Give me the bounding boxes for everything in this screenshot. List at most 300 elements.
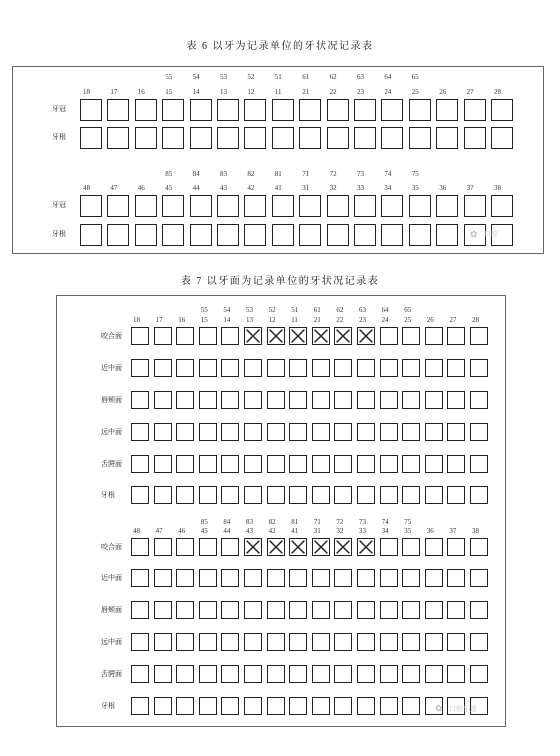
- tooth-record-box: [162, 99, 184, 121]
- permanent-tooth-number: 22: [336, 316, 344, 324]
- row-label: 唇颊面: [101, 396, 122, 404]
- tooth-record-box: [154, 359, 172, 377]
- primary-tooth-number: 73: [359, 518, 366, 526]
- tooth-record-box: [221, 455, 239, 473]
- primary-tooth-number: 51: [291, 306, 299, 314]
- tooth-record-box: [354, 224, 376, 246]
- tooth-record-box: [154, 633, 172, 651]
- tooth-record-box: [221, 633, 239, 651]
- tooth-record-box: [272, 224, 294, 246]
- tooth-record-box: [299, 99, 321, 121]
- tooth-record-box: [154, 455, 172, 473]
- primary-tooth-number: 53: [220, 73, 227, 81]
- primary-tooth-number: 55: [200, 306, 208, 314]
- primary-tooth-number: 81: [274, 170, 282, 178]
- permanent-tooth-number: 36: [426, 527, 434, 535]
- tooth-record-box: [380, 327, 398, 345]
- primary-tooth-number: 63: [357, 73, 364, 81]
- tooth-record-box: [409, 99, 431, 121]
- tooth-record-box: [199, 359, 217, 377]
- tooth-record-box: [267, 697, 285, 715]
- tooth-record-box: [176, 359, 194, 377]
- tooth-record-box: [176, 391, 194, 409]
- tooth-record-box: [436, 127, 458, 149]
- primary-tooth-number: 81: [291, 518, 299, 526]
- primary-tooth-number: 61: [313, 306, 321, 314]
- permanent-tooth-number: 13: [220, 88, 227, 96]
- tooth-record-box: [221, 423, 239, 441]
- tooth-record-box: [357, 423, 375, 441]
- tooth-record-box: [447, 633, 465, 651]
- tooth-record-box: [176, 538, 194, 556]
- tooth-record-box-crossed: [334, 327, 352, 345]
- tooth-record-box: [312, 391, 330, 409]
- primary-tooth-number: 63: [359, 306, 366, 314]
- permanent-tooth-number: 12: [268, 316, 276, 324]
- tooth-record-box-crossed: [312, 538, 330, 556]
- primary-tooth-number: 64: [381, 306, 389, 314]
- tooth-record-box: [154, 697, 172, 715]
- tooth-record-box: [436, 99, 458, 121]
- tooth-record-box: [244, 391, 262, 409]
- permanent-tooth-number: 26: [426, 316, 434, 324]
- tooth-record-box: [244, 665, 262, 683]
- tooth-record-box-crossed: [312, 327, 330, 345]
- tooth-record-box: [491, 127, 513, 149]
- table7-title: 表 7 以牙面为记录单位的牙状况记录表: [180, 276, 380, 287]
- tooth-record-box: [154, 327, 172, 345]
- tooth-record-box: [334, 633, 352, 651]
- tooth-record-box: [244, 486, 262, 504]
- permanent-tooth-number: 17: [110, 88, 118, 96]
- tooth-record-box: [267, 633, 285, 651]
- permanent-tooth-number: 12: [247, 88, 255, 96]
- permanent-tooth-number: 33: [359, 527, 366, 535]
- tooth-record-box-crossed: [267, 327, 285, 345]
- tooth-record-box: [491, 195, 513, 217]
- tooth-record-box: [491, 99, 513, 121]
- tooth-record-box: [107, 127, 129, 149]
- permanent-tooth-number: 34: [384, 184, 392, 192]
- tooth-record-box: [381, 224, 403, 246]
- tooth-record-box: [131, 633, 149, 651]
- tooth-record-box: [289, 423, 307, 441]
- tooth-record-box: [217, 224, 239, 246]
- permanent-tooth-number: 17: [155, 316, 163, 324]
- tooth-record-box: [447, 359, 465, 377]
- primary-tooth-number: 72: [336, 518, 344, 526]
- tooth-record-box: [244, 195, 266, 217]
- tooth-record-box: [131, 391, 149, 409]
- tooth-record-box: [425, 486, 443, 504]
- tooth-record-box: [334, 359, 352, 377]
- tooth-record-box: [176, 697, 194, 715]
- tooth-record-box: [289, 665, 307, 683]
- tooth-record-box: [221, 665, 239, 683]
- permanent-tooth-number: 22: [329, 88, 337, 96]
- tooth-record-box: [470, 569, 488, 587]
- tooth-record-box: [154, 569, 172, 587]
- tooth-record-box: [267, 665, 285, 683]
- tooth-record-box: [289, 601, 307, 619]
- permanent-tooth-number: 27: [466, 88, 474, 96]
- permanent-tooth-number: 21: [313, 316, 321, 324]
- tooth-record-box: [354, 195, 376, 217]
- tooth-record-box: [327, 224, 349, 246]
- tooth-record-box: [199, 423, 217, 441]
- tooth-record-box: [334, 486, 352, 504]
- tooth-record-box: [380, 455, 398, 473]
- permanent-tooth-number: 43: [220, 184, 227, 192]
- tooth-record-box: [289, 359, 307, 377]
- tooth-record-box: [131, 538, 149, 556]
- primary-tooth-number: 72: [329, 170, 337, 178]
- permanent-tooth-number: 18: [133, 316, 140, 324]
- tooth-record-box: [425, 569, 443, 587]
- tooth-record-box: [447, 423, 465, 441]
- tooth-record-box: [470, 601, 488, 619]
- tooth-record-box: [425, 359, 443, 377]
- tooth-record-box: [289, 569, 307, 587]
- tooth-record-box: [425, 455, 443, 473]
- permanent-tooth-number: 14: [192, 88, 200, 96]
- row-label: 咬合面: [101, 332, 122, 340]
- tooth-record-box: [334, 601, 352, 619]
- row-label: 牙冠: [52, 201, 66, 209]
- tooth-record-box: [267, 359, 285, 377]
- tooth-record-box: [244, 569, 262, 587]
- tooth-record-box: [402, 538, 420, 556]
- permanent-tooth-number: 48: [83, 184, 90, 192]
- permanent-tooth-number: 21: [302, 88, 310, 96]
- tooth-record-box: [217, 195, 239, 217]
- tooth-record-box: [357, 455, 375, 473]
- primary-tooth-number: 83: [246, 518, 253, 526]
- permanent-tooth-number: 28: [494, 88, 501, 96]
- permanent-tooth-number: 11: [274, 88, 282, 96]
- tooth-record-box: [221, 391, 239, 409]
- permanent-tooth-number: 41: [291, 527, 299, 535]
- tooth-record-box: [131, 486, 149, 504]
- tooth-record-box: [162, 224, 184, 246]
- tooth-record-box: [409, 195, 431, 217]
- tooth-record-box: [244, 224, 266, 246]
- tooth-record-box-crossed: [267, 538, 285, 556]
- permanent-tooth-number: 38: [494, 184, 501, 192]
- primary-tooth-number: 54: [192, 73, 200, 81]
- tooth-record-box: [289, 486, 307, 504]
- tooth-record-box: [244, 601, 262, 619]
- tooth-record-box: [107, 99, 129, 121]
- tooth-record-box: [402, 697, 420, 715]
- tooth-record-box: [221, 601, 239, 619]
- tooth-record-box: [436, 195, 458, 217]
- tooth-record-box: [380, 486, 398, 504]
- tooth-record-box: [470, 455, 488, 473]
- tooth-record-box: [334, 455, 352, 473]
- permanent-tooth-number: 46: [137, 184, 145, 192]
- tooth-record-box: [402, 569, 420, 587]
- permanent-tooth-number: 44: [223, 527, 231, 535]
- tooth-record-box: [357, 359, 375, 377]
- permanent-tooth-number: 27: [449, 316, 457, 324]
- primary-tooth-number: 65: [404, 306, 412, 314]
- tooth-record-box: [425, 665, 443, 683]
- tooth-record-box: [409, 224, 431, 246]
- permanent-tooth-number: 25: [404, 316, 412, 324]
- tooth-record-box: [357, 697, 375, 715]
- tooth-record-box: [80, 195, 102, 217]
- tooth-record-box: [425, 601, 443, 619]
- tooth-record-box: [107, 224, 129, 246]
- tooth-record-box: [380, 359, 398, 377]
- permanent-tooth-number: 37: [449, 527, 457, 535]
- primary-tooth-number: 52: [247, 73, 255, 81]
- tooth-record-box: [135, 195, 157, 217]
- primary-tooth-number: 55: [165, 73, 173, 81]
- tooth-record-box: [221, 486, 239, 504]
- tooth-record-box: [409, 127, 431, 149]
- permanent-tooth-number: 24: [384, 88, 392, 96]
- tooth-record-box: [299, 224, 321, 246]
- tooth-record-box: [244, 697, 262, 715]
- permanent-tooth-number: 13: [246, 316, 253, 324]
- permanent-tooth-number: 24: [381, 316, 389, 324]
- tooth-record-box: [299, 127, 321, 149]
- primary-tooth-number: 71: [302, 170, 310, 178]
- tooth-record-box: [176, 327, 194, 345]
- tooth-record-box: [190, 224, 212, 246]
- primary-tooth-number: 54: [223, 306, 231, 314]
- tooth-record-box: [267, 486, 285, 504]
- tooth-record-box: [154, 538, 172, 556]
- permanent-tooth-number: 42: [268, 527, 276, 535]
- tooth-record-box: [436, 224, 458, 246]
- tooth-record-box: [312, 633, 330, 651]
- tooth-record-box: [447, 391, 465, 409]
- tooth-record-box: [380, 538, 398, 556]
- tooth-record-box: [334, 423, 352, 441]
- row-label: 牙根: [101, 491, 115, 499]
- tooth-record-box: [447, 327, 465, 345]
- tooth-record-box: [447, 538, 465, 556]
- permanent-tooth-number: 48: [133, 527, 140, 535]
- tooth-record-box: [381, 99, 403, 121]
- tooth-record-box: [425, 391, 443, 409]
- permanent-tooth-number: 34: [381, 527, 389, 535]
- permanent-tooth-number: 31: [313, 527, 321, 535]
- tooth-record-box: [312, 569, 330, 587]
- tooth-record-box: [312, 697, 330, 715]
- tooth-record-box: [244, 359, 262, 377]
- row-label: 舌腭面: [101, 460, 122, 468]
- permanent-tooth-number: 15: [200, 316, 208, 324]
- tooth-record-box: [221, 327, 239, 345]
- tooth-record-box: [131, 601, 149, 619]
- primary-tooth-number: 85: [165, 170, 173, 178]
- tooth-record-box-crossed: [334, 538, 352, 556]
- tooth-record-box: [131, 327, 149, 345]
- permanent-tooth-number: 41: [274, 184, 282, 192]
- tooth-record-box: [154, 486, 172, 504]
- permanent-tooth-number: 37: [466, 184, 474, 192]
- tooth-record-box: [470, 665, 488, 683]
- tooth-record-box: [402, 391, 420, 409]
- primary-tooth-number: 84: [192, 170, 200, 178]
- permanent-tooth-number: 36: [439, 184, 447, 192]
- permanent-tooth-number: 25: [411, 88, 419, 96]
- tooth-record-box: [131, 697, 149, 715]
- tooth-record-box: [190, 195, 212, 217]
- permanent-tooth-number: 15: [165, 88, 173, 96]
- primary-tooth-number: 73: [357, 170, 364, 178]
- primary-tooth-number: 51: [274, 73, 282, 81]
- row-label: 远中面: [101, 638, 122, 646]
- tooth-record-box: [267, 423, 285, 441]
- row-label: 牙冠: [52, 105, 66, 113]
- tooth-record-box: [380, 601, 398, 619]
- tooth-record-box-crossed: [244, 327, 262, 345]
- tooth-record-box: [272, 127, 294, 149]
- tooth-record-box: [447, 455, 465, 473]
- tooth-record-box: [154, 601, 172, 619]
- tooth-record-box: [244, 633, 262, 651]
- permanent-tooth-number: 35: [411, 184, 419, 192]
- permanent-tooth-number: 32: [329, 184, 337, 192]
- permanent-tooth-number: 35: [404, 527, 412, 535]
- tooth-record-box: [80, 99, 102, 121]
- permanent-tooth-number: 47: [155, 527, 163, 535]
- tooth-record-box: [312, 601, 330, 619]
- permanent-tooth-number: 23: [357, 88, 364, 96]
- tooth-record-box: [267, 601, 285, 619]
- primary-tooth-number: 62: [336, 306, 344, 314]
- tooth-record-box: [176, 455, 194, 473]
- tooth-record-box: [289, 697, 307, 715]
- tooth-record-box: [244, 455, 262, 473]
- tooth-record-box: [80, 224, 102, 246]
- tooth-record-box: [402, 327, 420, 345]
- tooth-record-box: [312, 665, 330, 683]
- tooth-record-box: [199, 327, 217, 345]
- tooth-record-box-crossed: [357, 538, 375, 556]
- tooth-record-box: [402, 359, 420, 377]
- permanent-tooth-number: 43: [246, 527, 253, 535]
- tooth-record-box: [425, 538, 443, 556]
- tooth-record-box-crossed: [357, 327, 375, 345]
- tooth-record-box: [327, 195, 349, 217]
- permanent-tooth-number: 47: [110, 184, 118, 192]
- row-label: 牙根: [101, 702, 115, 710]
- tooth-record-box: [470, 359, 488, 377]
- permanent-tooth-number: 44: [192, 184, 200, 192]
- tooth-record-box: [176, 423, 194, 441]
- primary-tooth-number: 83: [220, 170, 227, 178]
- tooth-record-box: [299, 195, 321, 217]
- tooth-record-box: [402, 423, 420, 441]
- tooth-record-box: [221, 538, 239, 556]
- row-label: 咬合面: [101, 543, 122, 551]
- primary-tooth-number: 74: [381, 518, 389, 526]
- tooth-record-box: [312, 359, 330, 377]
- tooth-record-box: [267, 455, 285, 473]
- tooth-record-box: [380, 391, 398, 409]
- primary-tooth-number: 75: [404, 518, 412, 526]
- tooth-record-box: [470, 391, 488, 409]
- tooth-record-box: [334, 391, 352, 409]
- tooth-record-box: [425, 423, 443, 441]
- primary-tooth-number: 84: [223, 518, 231, 526]
- tooth-record-box: [464, 99, 486, 121]
- permanent-tooth-number: 16: [178, 316, 186, 324]
- tooth-record-box: [312, 423, 330, 441]
- tooth-record-box: [221, 697, 239, 715]
- tooth-record-box: [464, 127, 486, 149]
- tooth-record-box: [380, 633, 398, 651]
- primary-tooth-number: 64: [384, 73, 392, 81]
- tooth-record-box: [199, 455, 217, 473]
- tooth-record-box: [380, 665, 398, 683]
- row-label: 牙根: [52, 133, 66, 141]
- permanent-tooth-number: 26: [439, 88, 447, 96]
- permanent-tooth-number: 28: [472, 316, 479, 324]
- tooth-record-box: [199, 697, 217, 715]
- tooth-record-box: [402, 601, 420, 619]
- tooth-record-box: [267, 569, 285, 587]
- tooth-record-box: [357, 569, 375, 587]
- permanent-tooth-number: 42: [247, 184, 255, 192]
- tooth-record-box: [357, 633, 375, 651]
- tooth-record-box: [154, 391, 172, 409]
- tooth-record-box: [289, 455, 307, 473]
- tooth-record-box: [334, 665, 352, 683]
- primary-tooth-number: 85: [200, 518, 208, 526]
- permanent-tooth-number: 18: [83, 88, 90, 96]
- tooth-record-box: [199, 633, 217, 651]
- tooth-record-box: [402, 455, 420, 473]
- primary-tooth-number: 71: [313, 518, 321, 526]
- tooth-record-box: [380, 423, 398, 441]
- tooth-record-box: [199, 486, 217, 504]
- tooth-record-box: [199, 665, 217, 683]
- tooth-record-box: [380, 569, 398, 587]
- wechat-icon: ✿: [470, 229, 478, 239]
- tooth-record-box: [176, 601, 194, 619]
- tooth-record-box: [190, 99, 212, 121]
- tooth-record-box: [470, 423, 488, 441]
- tooth-record-box-crossed: [289, 327, 307, 345]
- row-label: 舌腭面: [101, 670, 122, 678]
- tooth-record-box: [199, 391, 217, 409]
- tooth-record-box: [354, 99, 376, 121]
- tooth-record-box: [131, 455, 149, 473]
- tooth-record-box: [327, 127, 349, 149]
- primary-tooth-number: 61: [302, 73, 310, 81]
- watermark-text-1: 口腔: [484, 231, 498, 238]
- primary-tooth-number: 75: [411, 170, 419, 178]
- tooth-record-box: [289, 391, 307, 409]
- tooth-record-box: [381, 127, 403, 149]
- tooth-record-box: [380, 697, 398, 715]
- permanent-tooth-number: 45: [200, 527, 208, 535]
- permanent-tooth-number: 14: [223, 316, 231, 324]
- tooth-record-box: [447, 569, 465, 587]
- tooth-record-box: [381, 195, 403, 217]
- tooth-record-box: [334, 569, 352, 587]
- tooth-record-box: [272, 99, 294, 121]
- tooth-record-box: [312, 455, 330, 473]
- tooth-record-box: [221, 359, 239, 377]
